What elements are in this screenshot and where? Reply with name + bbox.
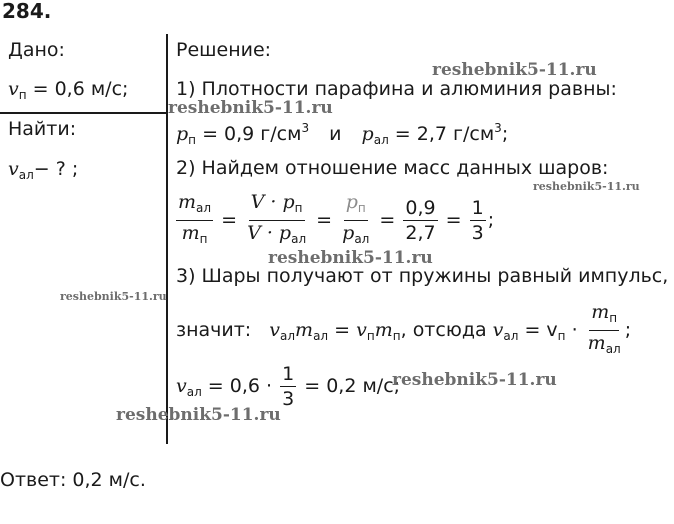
solution-label: Решение: [176, 39, 272, 61]
f4-den: 2,7 [405, 222, 436, 244]
final-v: v [176, 375, 187, 397]
eq-3: = [379, 209, 396, 231]
fraction-numeric [403, 196, 437, 245]
problem-number-suffix: . [43, 0, 52, 23]
given-v-sub: п [18, 88, 27, 102]
ms-rhs-v: v [356, 319, 367, 341]
rho-p-symbol: p [176, 123, 189, 145]
otsyuda-word: отсюда [412, 319, 487, 341]
znachit-word: значит: [176, 319, 252, 341]
step1-text: 1) Плотности парафина и алюминия равны: [176, 78, 617, 100]
final-rhs: = 0,2 м/с; [304, 375, 401, 397]
rho-p-exp: 3 [301, 121, 310, 135]
step3-text: 3) Шары получают от пружины равный импульс, [176, 265, 669, 287]
watermark: reshebnik5-11.ru [432, 60, 597, 80]
given-velocity [8, 77, 128, 107]
fraction-mass-ratio [586, 300, 623, 361]
watermark: reshebnik5-11.ru [268, 248, 433, 268]
f4-num: 0,9 [405, 197, 436, 219]
res-v: v [492, 319, 504, 341]
f1-den: m [181, 222, 200, 244]
res-mid-sub: п [557, 329, 566, 343]
problem-number [2, 0, 51, 23]
find-v-tail: − ? ; [33, 158, 79, 180]
watermark: reshebnik5-11.ru [116, 405, 281, 425]
f2-num: V · p [250, 191, 295, 213]
final-num: 1 [282, 363, 295, 385]
watermark: reshebnik5-11.ru [168, 98, 333, 118]
f3-num-sub: п [357, 201, 366, 215]
ms-comma: , [400, 319, 407, 341]
res-num: m [591, 301, 610, 323]
res-den-sub: ал [605, 342, 621, 356]
watermark: reshebnik5-11.ru [392, 370, 557, 390]
f1-den-sub: п [199, 232, 208, 246]
mass-ratio-equation [174, 190, 494, 251]
fraction-volume-density [245, 190, 308, 251]
f2-den: V · p [247, 222, 292, 244]
fraction-result [470, 196, 486, 245]
watermark: reshebnik5-11.ru [533, 180, 640, 193]
ms-eq: = [334, 319, 351, 341]
ms-rhs-m: m [374, 319, 393, 341]
res-vsub: ал [503, 329, 519, 343]
final-vsub: ал [186, 385, 202, 399]
find-v-sub: ал [18, 168, 34, 182]
horizontal-divider [0, 112, 167, 114]
step2-text: 2) Найдем отношение масс данных шаров: [176, 157, 609, 179]
f3-den-sub: ал [354, 232, 370, 246]
ms-lhs-msub: ал [313, 329, 329, 343]
given-v-symbol: v [8, 78, 19, 100]
res-dot: · [565, 319, 578, 341]
vertical-divider [166, 34, 168, 444]
problem-number-value: 284 [2, 0, 44, 23]
f2-num-sub: п [294, 201, 303, 215]
rho-al-sub: ал [373, 133, 389, 147]
ms-rhs-msub: п [392, 329, 401, 343]
rho-al-value: = 2,7 г/см [388, 123, 495, 145]
fraction-final [280, 362, 296, 411]
watermark: reshebnik5-11.ru [60, 290, 167, 303]
rho-al-symbol: p [361, 123, 374, 145]
fraction-density-ratio [340, 190, 371, 251]
final-line [176, 362, 400, 411]
eq-1: = [221, 209, 238, 231]
rho-al-exp: 3 [494, 121, 502, 135]
res-mid: = v [518, 319, 558, 341]
given-label: Дано: [8, 39, 65, 61]
f2-den-sub: ал [291, 232, 307, 246]
ms-lhs-v: v [269, 319, 280, 341]
and-word: и [329, 123, 342, 145]
f1-num: m [178, 191, 197, 213]
ms-rhs-vsub: п [366, 329, 375, 343]
res-num-sub: п [609, 311, 618, 325]
eq-end: ; [487, 209, 495, 231]
densities-line [176, 116, 508, 152]
rho-p-value: = 0,9 г/см [196, 123, 302, 145]
rho-p-sub: п [188, 133, 197, 147]
rho-end: ; [501, 123, 509, 145]
f1-num-sub: ал [196, 201, 212, 215]
res-end: ; [624, 319, 632, 341]
answer-text: Ответ: 0,2 м/с. [0, 469, 146, 491]
f5-den: 3 [471, 222, 484, 244]
ms-lhs-m: m [295, 319, 314, 341]
find-velocity [8, 157, 78, 187]
final-den: 3 [282, 388, 295, 410]
ms-lhs-vsub: ал [280, 329, 296, 343]
find-label: Найти: [8, 118, 77, 140]
find-v-symbol: v [8, 158, 19, 180]
res-den: m [587, 332, 606, 354]
fraction-m-ratio [176, 190, 213, 251]
f5-num: 1 [471, 197, 484, 219]
momentum-line [176, 300, 631, 361]
f3-num: p [345, 191, 358, 213]
given-v-value: = 0,6 м/с; [26, 78, 129, 100]
eq-2: = [316, 209, 333, 231]
eq-4: = [445, 209, 462, 231]
final-lhs: = 0,6 · [201, 375, 273, 397]
f3-den: p [342, 222, 355, 244]
